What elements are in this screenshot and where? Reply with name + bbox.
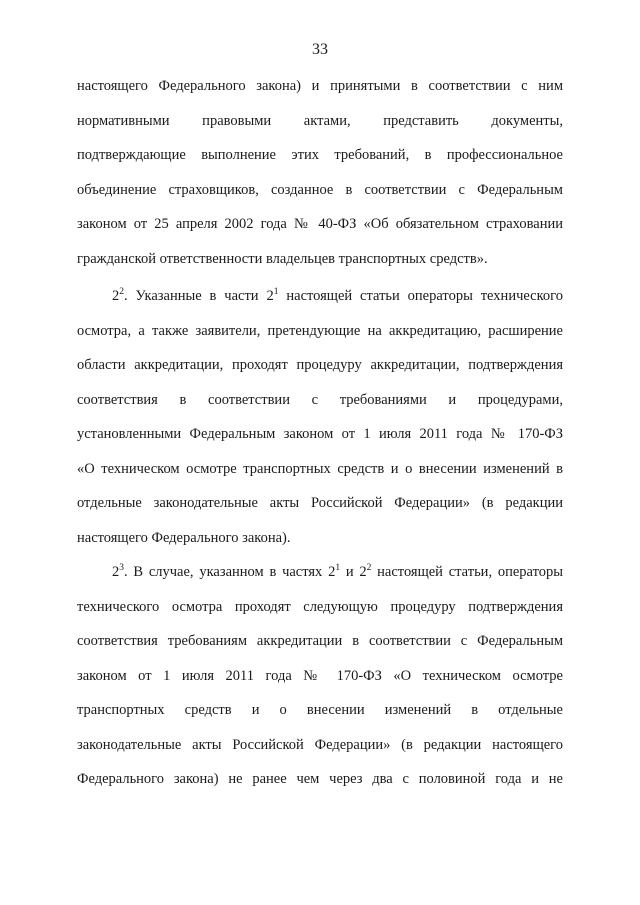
superscript: 1 xyxy=(273,287,279,298)
text-line: гражданской ответственности владельцев транспортных средств». xyxy=(77,250,488,267)
text-line: Федерального закона) не ранее чем через два с половиной года и не xyxy=(77,771,563,787)
clause-number-sup: 3 xyxy=(119,563,124,574)
text-line: осмотра, а также заявители, претендующие на аккредитацию, расширение xyxy=(77,322,563,339)
text-line: области аккредитации, проходят процедуру аккредитации, подтверждения xyxy=(77,357,563,373)
superscript: 2 xyxy=(366,563,372,574)
text-line: настоящего Федерального закона). xyxy=(77,529,291,546)
text-line: законодательные акты Российской Федерации» (в редакции настоящего xyxy=(77,736,563,753)
paragraph-2-3 xyxy=(77,555,563,797)
paragraph-2-2 xyxy=(77,279,563,555)
text-line: законом от 25 апреля 2002 года № 40-ФЗ «Об обязательном страховании xyxy=(77,216,563,232)
superscript: 1 xyxy=(335,563,341,574)
text-line: транспортных средств и о внесении изменений в отдельные xyxy=(77,702,563,718)
text-line: законом от 1 июля 2011 года № 170-ФЗ «О техническом осмотре xyxy=(77,667,563,684)
text-line: технического осмотра проходят следующую процедуру подтверждения xyxy=(77,598,563,615)
paragraph-continuation xyxy=(77,69,563,276)
text-line: соответствия в соответствии с требованиями и процедурами, xyxy=(77,391,563,408)
clause-number: 2 xyxy=(112,288,120,304)
text-line: установленными Федеральным законом от 1 июля 2011 года № 170-ФЗ xyxy=(77,426,563,442)
text-line: «О техническом осмотре транспортных средств и о внесении изменений в xyxy=(77,460,563,477)
text-line xyxy=(77,279,563,314)
clause-number-sup: 2 xyxy=(119,287,124,298)
text-line: отдельные законодательные акты Российской Федерации» (в редакции xyxy=(77,495,563,511)
text-fragment: . Указанные в части 2 xyxy=(124,288,274,304)
text-fragment: . В случае, указанном в частях 2 xyxy=(124,564,336,580)
text-line xyxy=(77,555,563,590)
text-line: нормативными правовыми актами, представить документы, xyxy=(77,112,563,129)
text-fragment: настоящей статьи операторы технического xyxy=(278,288,563,304)
text-line: объединение страховщиков, созданное в соответствии с Федеральным xyxy=(77,181,563,198)
text-line: соответствия требованиям аккредитации в соответствии с Федеральным xyxy=(77,633,563,649)
text-fragment: настоящей статьи, операторы xyxy=(371,564,563,580)
text-line: подтверждающие выполнение этих требований, в профессиональное xyxy=(77,147,563,163)
text-line: настоящего Федерального закона) и принятыми в соответствии с ним xyxy=(77,78,563,94)
page-number: 33 xyxy=(312,41,328,58)
text-fragment: и 2 xyxy=(340,564,367,580)
clause-number: 2 xyxy=(112,564,120,580)
